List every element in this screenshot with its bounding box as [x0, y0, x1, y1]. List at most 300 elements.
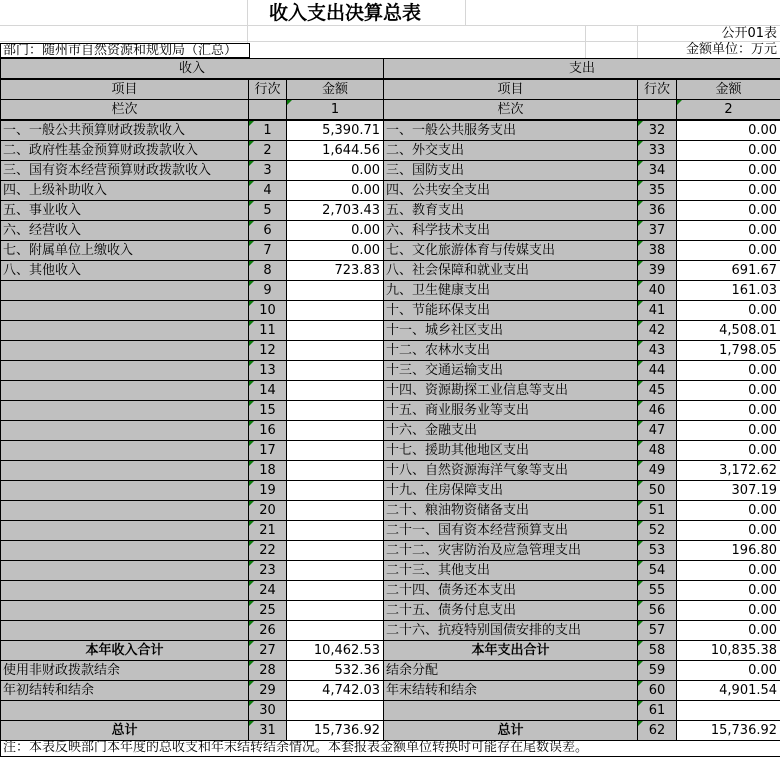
expense-item-header: 项目 [384, 79, 638, 100]
income-item-cell [1, 301, 249, 321]
expense-amount-cell: 0.00 [677, 661, 780, 681]
column-header-row [1, 79, 780, 100]
expense-lanci-label: 栏次 [384, 100, 638, 121]
income-column-number: 1 [287, 100, 384, 121]
expense-line-cell: 35 [638, 181, 677, 201]
footnote: 注：本表反映部门本年度的总收支和年末结转结余情况。本套报表金额单位转换时可能存在尾数误差。 [0, 740, 780, 757]
income-line-cell: 22 [249, 541, 287, 561]
table-row [1, 181, 780, 201]
comment-triangle-icon [638, 561, 643, 566]
expense-item-cell: 十、节能环保支出 [384, 301, 638, 321]
comment-triangle-icon [249, 261, 254, 266]
department-label: 部门：随州市自然资源和规划局（汇总） [0, 43, 250, 58]
income-line-cell: 14 [249, 381, 287, 401]
comment-triangle-icon [638, 281, 643, 286]
expense-amount-cell: 691.67 [677, 261, 780, 281]
income-item-cell [1, 481, 249, 501]
table-row [1, 561, 780, 581]
income-amount-cell [287, 701, 384, 721]
income-amount-cell [287, 501, 384, 521]
expense-line-cell: 53 [638, 541, 677, 561]
income-item-cell: 八、其他收入 [1, 261, 249, 281]
income-amount-cell [287, 321, 384, 341]
income-item-cell [1, 361, 249, 381]
income-section-header: 收入 [1, 59, 384, 80]
income-line-cell: 29 [249, 681, 287, 701]
income-line-cell: 7 [249, 241, 287, 261]
income-line-cell: 31 [249, 721, 287, 741]
expense-amount-cell: 0.00 [677, 221, 780, 241]
comment-triangle-icon [638, 481, 643, 486]
comment-triangle-icon [638, 221, 643, 226]
comment-triangle-icon [249, 581, 254, 586]
expense-amount-cell: 15,736.92 [677, 721, 780, 741]
expense-item-cell: 一、一般公共服务支出 [384, 120, 638, 141]
column-number-row [1, 100, 780, 121]
expense-line-cell: 62 [638, 721, 677, 741]
comment-triangle-icon [638, 341, 643, 346]
income-amount-cell [287, 421, 384, 441]
comment-triangle-icon [638, 161, 643, 166]
expense-amount-cell: 0.00 [677, 501, 780, 521]
income-line-cell: 17 [249, 441, 287, 461]
income-item-cell [1, 601, 249, 621]
comment-triangle-icon [638, 601, 643, 606]
expense-item-cell: 十三、交通运输支出 [384, 361, 638, 381]
expense-item-cell: 二十四、债务还本支出 [384, 581, 638, 601]
expense-line-cell: 34 [638, 161, 677, 181]
expense-item-cell: 二十二、灾害防治及应急管理支出 [384, 541, 638, 561]
comment-triangle-icon [249, 721, 254, 726]
comment-triangle-icon [249, 281, 254, 286]
expense-amount-cell: 1,798.05 [677, 341, 780, 361]
table-row [1, 621, 780, 641]
section-header-row [1, 59, 780, 80]
expense-line-cell: 52 [638, 521, 677, 541]
income-line-cell: 9 [249, 281, 287, 301]
income-amount-cell: 723.83 [287, 261, 384, 281]
expense-line-cell: 46 [638, 401, 677, 421]
expense-amount-cell: 0.00 [677, 601, 780, 621]
expense-item-cell: 总计 [384, 721, 638, 741]
expense-amount-cell: 3,172.62 [677, 461, 780, 481]
comment-triangle-icon [249, 541, 254, 546]
income-amount-cell [287, 521, 384, 541]
income-item-cell: 总计 [1, 721, 249, 741]
expense-item-cell: 本年支出合计 [384, 641, 638, 661]
expense-amount-cell: 4,508.01 [677, 321, 780, 341]
comment-triangle-icon [638, 381, 643, 386]
income-item-cell: 六、经营收入 [1, 221, 249, 241]
income-lanci-label: 栏次 [1, 100, 249, 121]
income-line-cell: 4 [249, 181, 287, 201]
expense-line-cell: 60 [638, 681, 677, 701]
table-row [1, 141, 780, 161]
comment-triangle-icon [638, 201, 643, 206]
income-amount-cell: 15,736.92 [287, 721, 384, 741]
table-row [1, 361, 780, 381]
comment-triangle-icon [249, 661, 254, 666]
expense-line-cell: 55 [638, 581, 677, 601]
income-item-cell [1, 581, 249, 601]
income-item-cell: 七、附属单位上缴收入 [1, 241, 249, 261]
table-row [1, 461, 780, 481]
expense-amount-cell: 10,835.38 [677, 641, 780, 661]
comment-triangle-icon [249, 521, 254, 526]
comment-triangle-icon [638, 621, 643, 626]
income-item-cell: 使用非财政拨款结余 [1, 661, 249, 681]
comment-triangle-icon [638, 441, 643, 446]
expense-line-header: 行次 [638, 79, 677, 100]
table-row [1, 581, 780, 601]
comment-triangle-icon [249, 121, 254, 126]
income-line-cell: 30 [249, 701, 287, 721]
income-item-cell [1, 521, 249, 541]
expense-item-cell: 十七、援助其他地区支出 [384, 441, 638, 461]
expense-amount-cell: 4,901.54 [677, 681, 780, 701]
comment-triangle-icon [638, 421, 643, 426]
expense-line-cell: 59 [638, 661, 677, 681]
income-amount-cell: 2,703.43 [287, 201, 384, 221]
table-row [1, 321, 780, 341]
income-line-cell: 3 [249, 161, 287, 181]
income-item-cell: 二、政府性基金预算财政拨款收入 [1, 141, 249, 161]
expense-amount-cell: 0.00 [677, 241, 780, 261]
table-row [1, 120, 780, 141]
expense-line-cell: 44 [638, 361, 677, 381]
expense-line-cell: 37 [638, 221, 677, 241]
income-amount-cell [287, 481, 384, 501]
expense-line-cell: 32 [638, 120, 677, 141]
expense-line-cell: 42 [638, 321, 677, 341]
table-row [1, 381, 780, 401]
income-amount-cell: 1,644.56 [287, 141, 384, 161]
comment-triangle-icon [638, 461, 643, 466]
income-line-cell: 24 [249, 581, 287, 601]
comment-triangle-icon [638, 361, 643, 366]
income-item-cell: 五、事业收入 [1, 201, 249, 221]
expense-item-cell: 二十六、抗疫特别国债安排的支出 [384, 621, 638, 641]
income-item-cell [1, 461, 249, 481]
budget-table [0, 58, 780, 741]
table-row [1, 201, 780, 221]
income-line-cell: 13 [249, 361, 287, 381]
income-amount-cell [287, 581, 384, 601]
comment-triangle-icon [249, 161, 254, 166]
expense-amount-cell: 0.00 [677, 621, 780, 641]
comment-triangle-icon [249, 481, 254, 486]
expense-item-cell: 十四、资源勘探工业信息等支出 [384, 381, 638, 401]
income-line-cell: 5 [249, 201, 287, 221]
income-amount-cell [287, 341, 384, 361]
expense-item-cell: 三、国防支出 [384, 161, 638, 181]
expense-line-cell: 33 [638, 141, 677, 161]
expense-amount-header: 金额 [677, 79, 780, 100]
expense-item-cell: 十五、商业服务业等支出 [384, 401, 638, 421]
income-line-cell: 21 [249, 521, 287, 541]
comment-triangle-icon [249, 561, 254, 566]
comment-triangle-icon [638, 521, 643, 526]
comment-triangle-icon [638, 721, 643, 726]
income-line-cell: 19 [249, 481, 287, 501]
income-amount-cell [287, 601, 384, 621]
expense-amount-cell: 0.00 [677, 161, 780, 181]
expense-item-cell: 四、公共安全支出 [384, 181, 638, 201]
table-row [1, 721, 780, 741]
page-title: 收入支出决算总表 [268, 2, 421, 24]
expense-item-cell: 五、教育支出 [384, 201, 638, 221]
expense-item-cell: 二十三、其他支出 [384, 561, 638, 581]
comment-triangle-icon [249, 621, 254, 626]
expense-item-cell: 八、社会保障和就业支出 [384, 261, 638, 281]
table-row [1, 241, 780, 261]
table-row [1, 401, 780, 421]
comment-triangle-icon [249, 401, 254, 406]
income-amount-header: 金额 [287, 79, 384, 100]
comment-triangle-icon [287, 100, 292, 105]
comment-triangle-icon [638, 541, 643, 546]
expense-section-header: 支出 [384, 59, 780, 80]
table-row [1, 661, 780, 681]
expense-amount-cell: 0.00 [677, 421, 780, 441]
expense-item-cell: 二十一、国有资本经营预算支出 [384, 521, 638, 541]
income-line-cell: 15 [249, 401, 287, 421]
income-line-cell: 6 [249, 221, 287, 241]
comment-triangle-icon [249, 321, 254, 326]
expense-line-cell: 49 [638, 461, 677, 481]
comment-triangle-icon [638, 321, 643, 326]
expense-line-cell: 43 [638, 341, 677, 361]
table-row [1, 261, 780, 281]
expense-line-cell: 45 [638, 381, 677, 401]
expense-amount-cell: 161.03 [677, 281, 780, 301]
table-row [1, 681, 780, 701]
comment-triangle-icon [677, 100, 682, 105]
income-line-cell: 20 [249, 501, 287, 521]
income-amount-cell: 5,390.71 [287, 120, 384, 141]
table-row [1, 701, 780, 721]
expense-line-cell: 40 [638, 281, 677, 301]
comment-triangle-icon [249, 461, 254, 466]
income-item-cell [1, 501, 249, 521]
gridline [0, 41, 780, 42]
expense-amount-cell: 0.00 [677, 141, 780, 161]
income-item-cell [1, 421, 249, 441]
comment-triangle-icon [249, 241, 254, 246]
comment-triangle-icon [638, 661, 643, 666]
expense-column-number: 2 [677, 100, 780, 121]
comment-triangle-icon [249, 681, 254, 686]
expense-lanci-blank [638, 100, 677, 121]
income-item-cell [1, 381, 249, 401]
income-amount-cell: 0.00 [287, 161, 384, 181]
expense-line-cell: 57 [638, 621, 677, 641]
table-row [1, 421, 780, 441]
income-item-cell: 三、国有资本经营预算财政拨款收入 [1, 161, 249, 181]
table-row [1, 161, 780, 181]
comment-triangle-icon [638, 641, 643, 646]
income-line-cell: 23 [249, 561, 287, 581]
expense-item-cell: 年末结转和结余 [384, 681, 638, 701]
income-item-cell: 一、一般公共预算财政拨款收入 [1, 120, 249, 141]
expense-item-cell: 十八、自然资源海洋气象等支出 [384, 461, 638, 481]
income-line-cell: 11 [249, 321, 287, 341]
expense-item-cell: 二十、粮油物资储备支出 [384, 501, 638, 521]
income-item-cell [1, 561, 249, 581]
expense-item-cell: 十二、农林水支出 [384, 341, 638, 361]
expense-item-cell [384, 701, 638, 721]
income-item-cell [1, 401, 249, 421]
expense-line-cell: 56 [638, 601, 677, 621]
table-row [1, 641, 780, 661]
expense-amount-cell: 0.00 [677, 201, 780, 221]
income-amount-cell [287, 621, 384, 641]
income-line-cell: 28 [249, 661, 287, 681]
income-item-cell [1, 621, 249, 641]
comment-triangle-icon [638, 181, 643, 186]
gridline [585, 25, 586, 58]
income-line-cell: 12 [249, 341, 287, 361]
table-row [1, 341, 780, 361]
comment-triangle-icon [249, 441, 254, 446]
income-amount-cell: 0.00 [287, 181, 384, 201]
expense-amount-cell: 307.19 [677, 481, 780, 501]
comment-triangle-icon [249, 341, 254, 346]
income-amount-cell: 0.00 [287, 241, 384, 261]
form-number: 公开01表 [721, 26, 777, 41]
income-lanci-blank [249, 100, 287, 121]
comment-triangle-icon [638, 121, 643, 126]
income-amount-cell [287, 281, 384, 301]
expense-line-cell: 38 [638, 241, 677, 261]
comment-triangle-icon [249, 221, 254, 226]
expense-amount-cell: 196.80 [677, 541, 780, 561]
income-line-cell: 26 [249, 621, 287, 641]
income-amount-cell [287, 401, 384, 421]
expense-item-cell: 十九、住房保障支出 [384, 481, 638, 501]
expense-line-cell: 58 [638, 641, 677, 661]
income-amount-cell [287, 361, 384, 381]
income-amount-cell [287, 461, 384, 481]
expense-amount-cell: 0.00 [677, 441, 780, 461]
comment-triangle-icon [638, 141, 643, 146]
income-line-cell: 25 [249, 601, 287, 621]
income-item-header: 项目 [1, 79, 249, 100]
comment-triangle-icon [249, 181, 254, 186]
gridline [637, 25, 638, 58]
income-amount-cell [287, 381, 384, 401]
comment-triangle-icon [638, 581, 643, 586]
comment-triangle-icon [249, 301, 254, 306]
income-amount-cell: 532.36 [287, 661, 384, 681]
expense-line-cell: 41 [638, 301, 677, 321]
expense-item-cell: 二十五、债务付息支出 [384, 601, 638, 621]
table-row [1, 541, 780, 561]
income-amount-cell: 0.00 [287, 221, 384, 241]
table-row [1, 601, 780, 621]
comment-triangle-icon [249, 501, 254, 506]
income-item-cell [1, 541, 249, 561]
comment-triangle-icon [249, 141, 254, 146]
income-item-cell [1, 321, 249, 341]
income-item-cell [1, 441, 249, 461]
expense-item-cell: 七、文化旅游体育与传媒支出 [384, 241, 638, 261]
expense-amount-cell: 0.00 [677, 361, 780, 381]
income-item-cell: 年初结转和结余 [1, 681, 249, 701]
income-line-cell: 16 [249, 421, 287, 441]
comment-triangle-icon [638, 401, 643, 406]
expense-line-cell: 50 [638, 481, 677, 501]
expense-line-cell: 48 [638, 441, 677, 461]
table-row [1, 521, 780, 541]
expense-line-cell: 54 [638, 561, 677, 581]
comment-triangle-icon [249, 601, 254, 606]
comment-triangle-icon [638, 241, 643, 246]
income-amount-cell [287, 441, 384, 461]
expense-amount-cell: 0.00 [677, 401, 780, 421]
gridline [0, 25, 780, 26]
income-amount-cell [287, 541, 384, 561]
expense-amount-cell: 0.00 [677, 581, 780, 601]
expense-amount-cell: 0.00 [677, 301, 780, 321]
comment-triangle-icon [638, 681, 643, 686]
expense-item-cell: 十六、金融支出 [384, 421, 638, 441]
table-row [1, 281, 780, 301]
expense-line-cell: 61 [638, 701, 677, 721]
income-amount-cell: 10,462.53 [287, 641, 384, 661]
comment-triangle-icon [249, 701, 254, 706]
unit-label: 金额单位：万元 [685, 42, 777, 57]
table-row [1, 441, 780, 461]
income-line-cell: 8 [249, 261, 287, 281]
comment-triangle-icon [249, 201, 254, 206]
table-row [1, 301, 780, 321]
income-line-cell: 27 [249, 641, 287, 661]
table-row [1, 481, 780, 501]
expense-line-cell: 51 [638, 501, 677, 521]
comment-triangle-icon [638, 501, 643, 506]
income-line-header: 行次 [249, 79, 287, 100]
income-item-cell [1, 701, 249, 721]
expense-amount-cell: 0.00 [677, 181, 780, 201]
income-line-cell: 10 [249, 301, 287, 321]
expense-amount-cell: 0.00 [677, 521, 780, 541]
comment-triangle-icon [249, 381, 254, 386]
comment-triangle-icon [638, 261, 643, 266]
comment-triangle-icon [638, 301, 643, 306]
income-amount-cell: 4,742.03 [287, 681, 384, 701]
comment-triangle-icon [249, 421, 254, 426]
income-line-cell: 18 [249, 461, 287, 481]
expense-amount-cell: 0.00 [677, 120, 780, 141]
table-row [1, 221, 780, 241]
expense-amount-cell: 0.00 [677, 381, 780, 401]
comment-triangle-icon [638, 701, 643, 706]
expense-line-cell: 39 [638, 261, 677, 281]
income-item-cell [1, 341, 249, 361]
table-row [1, 501, 780, 521]
expense-item-cell: 结余分配 [384, 661, 638, 681]
income-item-cell [1, 281, 249, 301]
expense-item-cell: 六、科学技术支出 [384, 221, 638, 241]
income-item-cell: 四、上级补助收入 [1, 181, 249, 201]
income-item-cell: 本年收入合计 [1, 641, 249, 661]
income-line-cell: 1 [249, 120, 287, 141]
income-amount-cell [287, 561, 384, 581]
comment-triangle-icon [249, 361, 254, 366]
income-amount-cell [287, 301, 384, 321]
expense-amount-cell [677, 701, 780, 721]
